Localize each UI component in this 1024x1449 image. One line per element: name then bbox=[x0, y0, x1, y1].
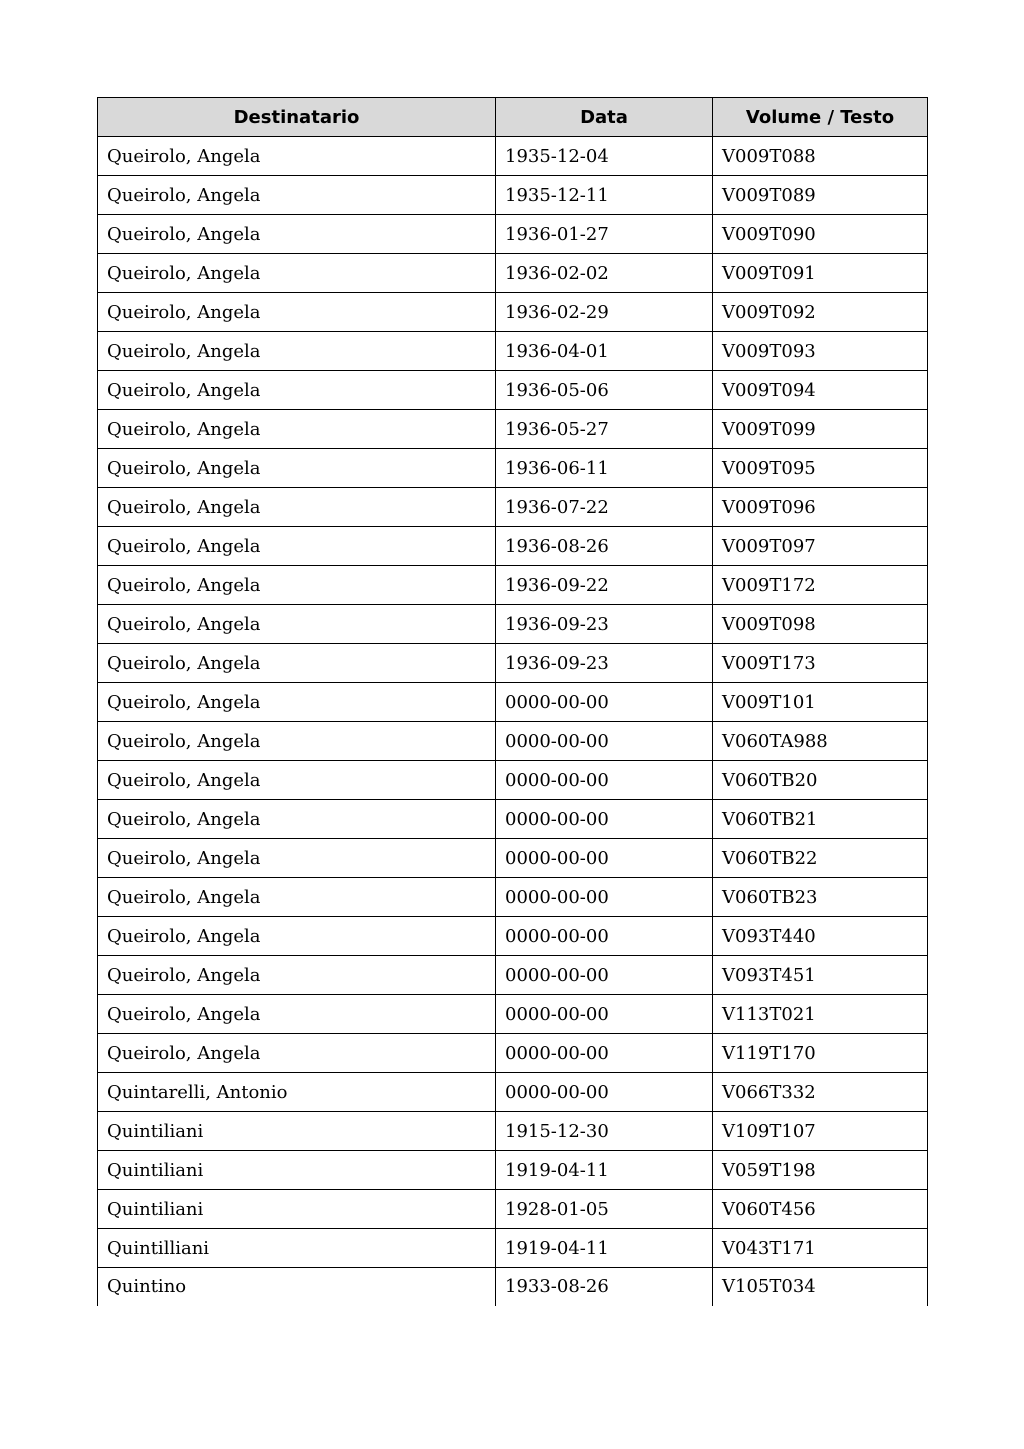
data-cell: 1936-09-23 bbox=[496, 605, 713, 644]
destinatario-cell: Quintilliani bbox=[98, 1229, 496, 1268]
destinatario-cell: Queirolo, Angela bbox=[98, 137, 496, 176]
volume-testo-cell: V093T451 bbox=[713, 956, 928, 995]
table-row bbox=[98, 215, 928, 254]
volume-testo-cell: V060T456 bbox=[713, 1190, 928, 1229]
table-row bbox=[98, 995, 928, 1034]
data-cell: 1919-04-11 bbox=[496, 1151, 713, 1190]
table-row bbox=[98, 722, 928, 761]
table-row bbox=[98, 644, 928, 683]
destinatario-cell: Queirolo, Angela bbox=[98, 371, 496, 410]
volume-testo-cell: V009T173 bbox=[713, 644, 928, 683]
volume-testo-cell: V009T089 bbox=[713, 176, 928, 215]
destinatario-cell: Queirolo, Angela bbox=[98, 644, 496, 683]
destinatario-cell: Queirolo, Angela bbox=[98, 605, 496, 644]
data-cell: 1936-02-29 bbox=[496, 293, 713, 332]
table-row bbox=[98, 917, 928, 956]
destinatario-cell: Queirolo, Angela bbox=[98, 995, 496, 1034]
destinatario-cell: Queirolo, Angela bbox=[98, 566, 496, 605]
destinatario-cell: Queirolo, Angela bbox=[98, 254, 496, 293]
volume-testo-cell: V119T170 bbox=[713, 1034, 928, 1073]
volume-testo-cell: V059T198 bbox=[713, 1151, 928, 1190]
volume-testo-cell: V009T172 bbox=[713, 566, 928, 605]
volume-testo-cell: V109T107 bbox=[713, 1112, 928, 1151]
volume-testo-cell: V009T093 bbox=[713, 332, 928, 371]
table-row bbox=[98, 683, 928, 722]
destinatario-cell: Queirolo, Angela bbox=[98, 215, 496, 254]
volume-testo-cell: V066T332 bbox=[713, 1073, 928, 1112]
table-row bbox=[98, 956, 928, 995]
data-cell: 1928-01-05 bbox=[496, 1190, 713, 1229]
data-cell: 1935-12-11 bbox=[496, 176, 713, 215]
volume-testo-cell: V113T021 bbox=[713, 995, 928, 1034]
volume-testo-cell: V060TB20 bbox=[713, 761, 928, 800]
table-row bbox=[98, 371, 928, 410]
table-row bbox=[98, 1112, 928, 1151]
data-cell: 0000-00-00 bbox=[496, 995, 713, 1034]
data-cell: 1936-08-26 bbox=[496, 527, 713, 566]
table-row bbox=[98, 176, 928, 215]
data-cell: 0000-00-00 bbox=[496, 800, 713, 839]
data-cell: 0000-00-00 bbox=[496, 683, 713, 722]
destinatario-cell: Queirolo, Angela bbox=[98, 1034, 496, 1073]
volume-testo-cell: V009T096 bbox=[713, 488, 928, 527]
data-cell: 1936-05-06 bbox=[496, 371, 713, 410]
table-row bbox=[98, 1229, 928, 1268]
destinatario-cell: Queirolo, Angela bbox=[98, 488, 496, 527]
destinatario-cell: Quintino bbox=[98, 1268, 496, 1306]
table-row bbox=[98, 1073, 928, 1112]
table-row bbox=[98, 1034, 928, 1073]
data-cell: 1933-08-26 bbox=[496, 1268, 713, 1306]
column-header-volume-testo: Volume / Testo bbox=[713, 98, 928, 137]
table-row bbox=[98, 800, 928, 839]
table-row bbox=[98, 605, 928, 644]
correspondence-index-table bbox=[97, 97, 928, 1306]
data-cell: 1936-02-02 bbox=[496, 254, 713, 293]
destinatario-cell: Queirolo, Angela bbox=[98, 332, 496, 371]
data-cell: 0000-00-00 bbox=[496, 956, 713, 995]
data-cell: 1915-12-30 bbox=[496, 1112, 713, 1151]
data-cell: 0000-00-00 bbox=[496, 878, 713, 917]
volume-testo-cell: V009T099 bbox=[713, 410, 928, 449]
destinatario-cell: Queirolo, Angela bbox=[98, 956, 496, 995]
volume-testo-cell: V009T098 bbox=[713, 605, 928, 644]
volume-testo-cell: V043T171 bbox=[713, 1229, 928, 1268]
destinatario-cell: Queirolo, Angela bbox=[98, 800, 496, 839]
destinatario-cell: Queirolo, Angela bbox=[98, 410, 496, 449]
volume-testo-cell: V009T092 bbox=[713, 293, 928, 332]
table-row bbox=[98, 293, 928, 332]
data-cell: 0000-00-00 bbox=[496, 839, 713, 878]
data-cell: 0000-00-00 bbox=[496, 761, 713, 800]
table-header bbox=[98, 98, 928, 137]
volume-testo-cell: V009T094 bbox=[713, 371, 928, 410]
destinatario-cell: Queirolo, Angela bbox=[98, 527, 496, 566]
volume-testo-cell: V009T091 bbox=[713, 254, 928, 293]
data-cell: 1936-05-27 bbox=[496, 410, 713, 449]
table-row bbox=[98, 566, 928, 605]
data-cell: 1936-07-22 bbox=[496, 488, 713, 527]
table-row bbox=[98, 1268, 928, 1306]
table-row bbox=[98, 839, 928, 878]
volume-testo-cell: V060TB22 bbox=[713, 839, 928, 878]
table-row bbox=[98, 449, 928, 488]
destinatario-cell: Queirolo, Angela bbox=[98, 683, 496, 722]
data-cell: 1936-09-23 bbox=[496, 644, 713, 683]
header-row bbox=[98, 98, 928, 137]
volume-testo-cell: V009T090 bbox=[713, 215, 928, 254]
destinatario-cell: Queirolo, Angela bbox=[98, 839, 496, 878]
destinatario-cell: Queirolo, Angela bbox=[98, 449, 496, 488]
destinatario-cell: Queirolo, Angela bbox=[98, 176, 496, 215]
table-row bbox=[98, 1190, 928, 1229]
destinatario-cell: Quintarelli, Antonio bbox=[98, 1073, 496, 1112]
data-cell: 1936-09-22 bbox=[496, 566, 713, 605]
destinatario-cell: Queirolo, Angela bbox=[98, 878, 496, 917]
data-cell: 1936-01-27 bbox=[496, 215, 713, 254]
destinatario-cell: Queirolo, Angela bbox=[98, 761, 496, 800]
volume-testo-cell: V060TA988 bbox=[713, 722, 928, 761]
data-cell: 1936-04-01 bbox=[496, 332, 713, 371]
volume-testo-cell: V009T097 bbox=[713, 527, 928, 566]
table-row bbox=[98, 488, 928, 527]
document-page bbox=[97, 97, 927, 1306]
table-row bbox=[98, 878, 928, 917]
volume-testo-cell: V093T440 bbox=[713, 917, 928, 956]
volume-testo-cell: V009T088 bbox=[713, 137, 928, 176]
column-header-destinatario: Destinatario bbox=[98, 98, 496, 137]
destinatario-cell: Quintiliani bbox=[98, 1190, 496, 1229]
table-row bbox=[98, 761, 928, 800]
destinatario-cell: Queirolo, Angela bbox=[98, 722, 496, 761]
destinatario-cell: Quintiliani bbox=[98, 1151, 496, 1190]
data-cell: 0000-00-00 bbox=[496, 1073, 713, 1112]
volume-testo-cell: V009T101 bbox=[713, 683, 928, 722]
table-row bbox=[98, 254, 928, 293]
volume-testo-cell: V060TB23 bbox=[713, 878, 928, 917]
destinatario-cell: Quintiliani bbox=[98, 1112, 496, 1151]
volume-testo-cell: V105T034 bbox=[713, 1268, 928, 1306]
table-row bbox=[98, 1151, 928, 1190]
table-body bbox=[98, 137, 928, 1306]
destinatario-cell: Queirolo, Angela bbox=[98, 293, 496, 332]
data-cell: 0000-00-00 bbox=[496, 1034, 713, 1073]
volume-testo-cell: V060TB21 bbox=[713, 800, 928, 839]
table-row bbox=[98, 332, 928, 371]
table-row bbox=[98, 410, 928, 449]
data-cell: 1919-04-11 bbox=[496, 1229, 713, 1268]
data-cell: 0000-00-00 bbox=[496, 917, 713, 956]
data-cell: 1935-12-04 bbox=[496, 137, 713, 176]
data-cell: 0000-00-00 bbox=[496, 722, 713, 761]
volume-testo-cell: V009T095 bbox=[713, 449, 928, 488]
column-header-data: Data bbox=[496, 98, 713, 137]
data-cell: 1936-06-11 bbox=[496, 449, 713, 488]
table-row bbox=[98, 137, 928, 176]
table-row bbox=[98, 527, 928, 566]
destinatario-cell: Queirolo, Angela bbox=[98, 917, 496, 956]
